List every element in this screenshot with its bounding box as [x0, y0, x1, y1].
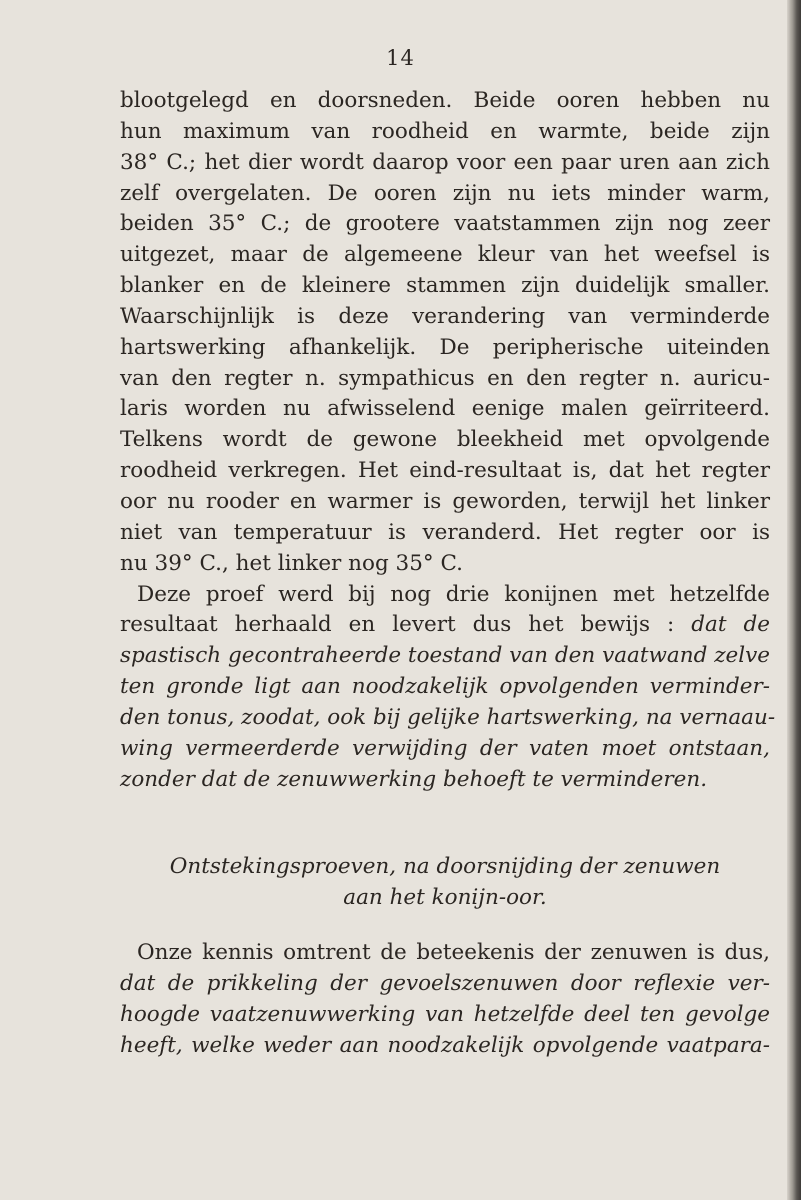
- page-edge-shadow: [787, 0, 801, 1200]
- text-line: blootgelegd en doorsneden. Beide ooren hebben nu: [120, 88, 770, 113]
- text-line: niet van temperatuur is veranderd. Het regter oor is: [120, 519, 770, 545]
- text-line: uitgezet, maar de algemeene kleur van het weefsel is: [120, 242, 770, 268]
- italic-line: den tonus, zoodat, ook bij gelijke hartswerking, na vernaau-: [120, 704, 776, 730]
- heading-line: aan het konijn-oor.: [343, 884, 547, 910]
- italic-run: dat de: [691, 612, 771, 638]
- italic-line: ten gronde ligt aan noodzakelijk opvolgenden verminder-: [120, 674, 770, 700]
- body-text-continued: [120, 938, 770, 1061]
- heading-line: Ontstekingsproeven, na doorsnijding der zenuwen: [169, 854, 721, 879]
- page-number: 14: [386, 46, 415, 70]
- text-line: Telkens wordt de gewone bleekheid met opvolgende: [120, 427, 770, 453]
- body-text: [120, 86, 776, 795]
- text-line: Waarschijnlijk is deze verandering van verminderde: [120, 303, 770, 329]
- text-line-mixed: [120, 610, 770, 641]
- text-line: nu 39° C., het linker nog 35° C.: [120, 550, 464, 576]
- italic-line: heeft, welke weder aan noodzakelijk opvolgende vaatpara-: [120, 1032, 770, 1058]
- italic-line: dat de prikkeling der gevoelszenuwen door reflexie ver-: [120, 970, 770, 996]
- text-line: 38° C.; het dier wordt daarop voor een paar uren aan zich: [120, 149, 770, 175]
- text-line: van den regter n. sympathicus en den regter n. auricu-: [120, 365, 770, 391]
- text-line: oor nu rooder en warmer is geworden, terwijl het linker: [120, 488, 770, 514]
- italic-line: spastisch gecontraheerde toestand van den vaatwand zelve: [120, 643, 770, 669]
- text-line: hartswerking afhankelijk. De peripherische uiteinden: [120, 334, 770, 360]
- text-line: laris worden nu afwisselend eenige malen geïrriteerd.: [120, 396, 770, 422]
- italic-line: zonder dat de zenuwwerking behoeft te verminderen.: [120, 766, 708, 792]
- text-run: resultaat herhaald en levert dus het bewijs :: [120, 612, 692, 638]
- text-line: Deze proef werd bij nog drie konijnen met hetzelfde: [137, 581, 770, 607]
- text-line: Onze kennis omtrent de beteekenis der zenuwen is dus,: [137, 940, 770, 965]
- text-line: zelf overgelaten. De ooren zijn nu iets minder warm,: [120, 180, 770, 206]
- text-line: blanker en de kleinere stammen zijn duidelijk smaller.: [120, 273, 770, 299]
- text-line: roodheid verkregen. Het eind-resultaat is, dat het regter: [120, 458, 770, 484]
- italic-line: wing vermeerderde verwijding der vaten moet ontstaan,: [120, 735, 770, 761]
- italic-line: hoogde vaatzenuwwerking van hetzelfde deel ten gevolge: [120, 1001, 770, 1027]
- text-line: hun maximum van roodheid en warmte, beide zijn: [120, 118, 770, 144]
- text-line: beiden 35° C.; de grootere vaatstammen zijn nog zeer: [120, 211, 770, 237]
- section-heading: [120, 852, 770, 913]
